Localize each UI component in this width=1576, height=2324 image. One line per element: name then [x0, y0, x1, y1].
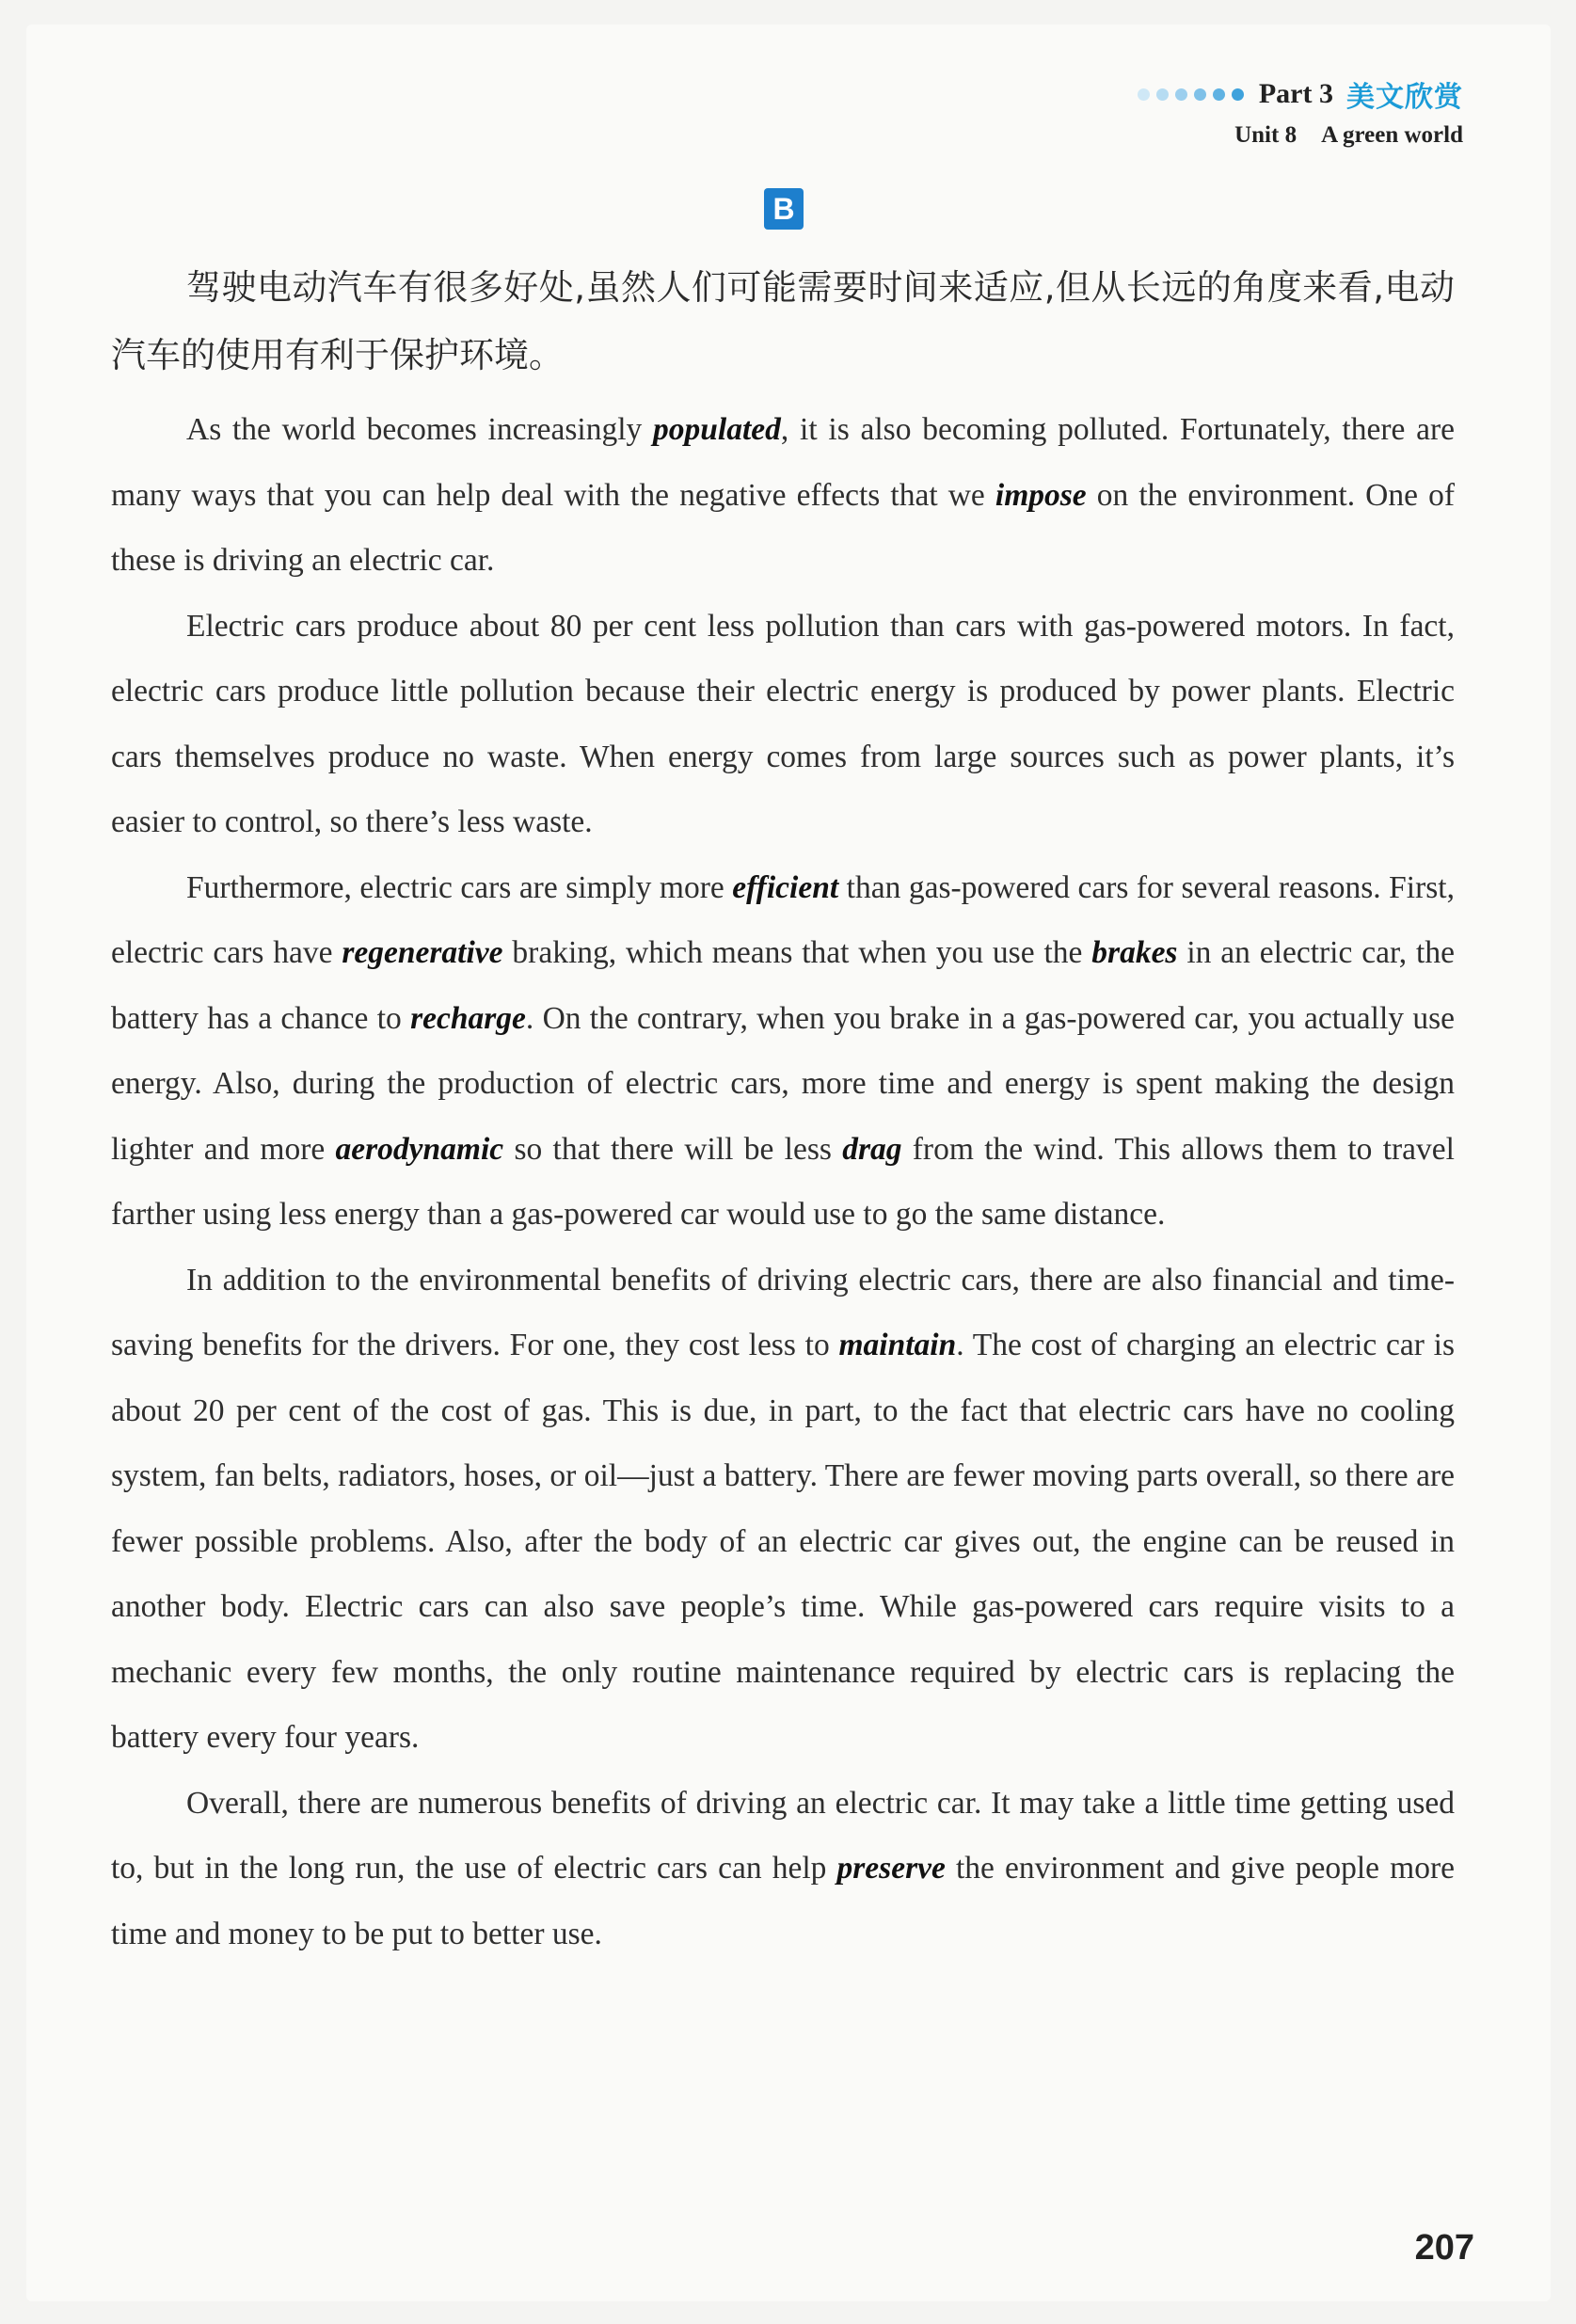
paragraph-text: the environment and give people more time and money to be put to better use. — [111, 1851, 1455, 1951]
vocabulary-keyword: brakes — [1091, 935, 1178, 970]
part-chinese-title: 美文欣赏 — [1346, 81, 1463, 114]
paragraph-text: . The cost of charging an electric car is about 20 per cent of the cost of gas. This is due, in part, to the fact that electric cars have no cooling system, fan belts, radiators, hoses, or oil—just a battery. There are fewer moving parts overall, so there are fewer possible problems. Also, after the body of an electric car gives out, the engine can be reused in another body. Electric cars can also save people’s time. While gas-powered cars require visits to a mechanic every few months, the only routine maintenance required by electric cars is replacing the battery every four years. — [111, 1328, 1456, 1755]
vocabulary-keyword: efficient — [732, 869, 839, 905]
page-header — [1049, 73, 1463, 149]
paragraph-text: Overall, there are numerous benefits of driving an electric car. It may take a little time getting used to, but in the long run, the use of electric cars can help — [111, 1785, 1455, 1886]
header-dot — [1213, 88, 1225, 101]
paragraph-text: In addition to the environmental benefits of driving electric cars, there are also financial and time-saving benefits for the drivers. For one, they cost less to — [111, 1262, 1455, 1362]
paragraph-text: , it is also becoming polluted. Fortunately, there are many ways that you can help deal with the negative effects that we — [111, 412, 1455, 513]
paragraph-text: in an electric car, the battery has a chance to — [111, 935, 1455, 1036]
vocabulary-keyword: drag — [842, 1131, 902, 1167]
vocabulary-keyword: regenerative — [342, 935, 503, 970]
chinese-intro: 驾驶电动汽车有很多好处,虽然人们可能需要时间来适应,但从长远的角度来看,电动汽车的使用有利于保护环境。 — [111, 267, 1455, 375]
header-dot — [1175, 88, 1187, 101]
section-badge: B — [764, 188, 804, 230]
header-dot — [1138, 88, 1150, 101]
paragraph-text: Furthermore, electric cars are simply more — [186, 869, 733, 905]
article-paragraph — [111, 594, 1455, 855]
vocabulary-keyword: impose — [995, 477, 1087, 513]
paragraph-text: . On the contrary, when you brake in a gas-powered car, you actually use energy. Also, during the production of electric cars, more time and energy is spent making the design lighter and more — [111, 1000, 1455, 1167]
article-paragraph — [111, 855, 1455, 1248]
article-paragraph — [111, 1248, 1455, 1771]
part-label: Part 3 — [1258, 78, 1333, 109]
vocabulary-keyword: maintain — [838, 1328, 957, 1362]
header-dots — [1138, 88, 1244, 101]
paragraph-text: from the wind. This allows them to travel farther using less energy than a gas-powered car would use to go the same distance. — [111, 1131, 1455, 1232]
page-number: 207 — [1414, 2228, 1474, 2268]
paragraph-text: As the world becomes increasingly — [186, 412, 654, 447]
vocabulary-keyword: recharge — [410, 1000, 526, 1036]
unit-label: Unit 8 — [1234, 122, 1297, 148]
header-dot — [1194, 88, 1206, 101]
paragraph-text: braking, which means that when you use the — [502, 935, 1092, 970]
header-dot — [1232, 88, 1244, 101]
english-article — [111, 397, 1455, 1966]
paragraph-text: Electric cars produce about 80 per cent less pollution than cars with gas-powered motors. In fact, electric cars produce little pollution because their electric energy is produced by power plants. Electric cars themselves produce no waste. When energy comes from large sources such as power plants, it’s easier to control, so there’s less waste. — [111, 608, 1455, 839]
vocabulary-keyword: preserve — [836, 1851, 946, 1886]
header-dot — [1156, 88, 1169, 101]
article-paragraph — [111, 1771, 1455, 1967]
article-body — [111, 254, 1455, 1966]
paragraph-text: than gas-powered cars for several reasons. First, electric cars have — [111, 869, 1455, 970]
vocabulary-keyword: aerodynamic — [335, 1131, 504, 1167]
paragraph-text: on the environment. One of these is driving an electric car. — [111, 477, 1455, 578]
paragraph-text: so that there will be less — [503, 1131, 843, 1167]
unit-title: A green world — [1321, 122, 1463, 148]
vocabulary-keyword: populated — [653, 412, 781, 447]
article-paragraph — [111, 397, 1455, 594]
